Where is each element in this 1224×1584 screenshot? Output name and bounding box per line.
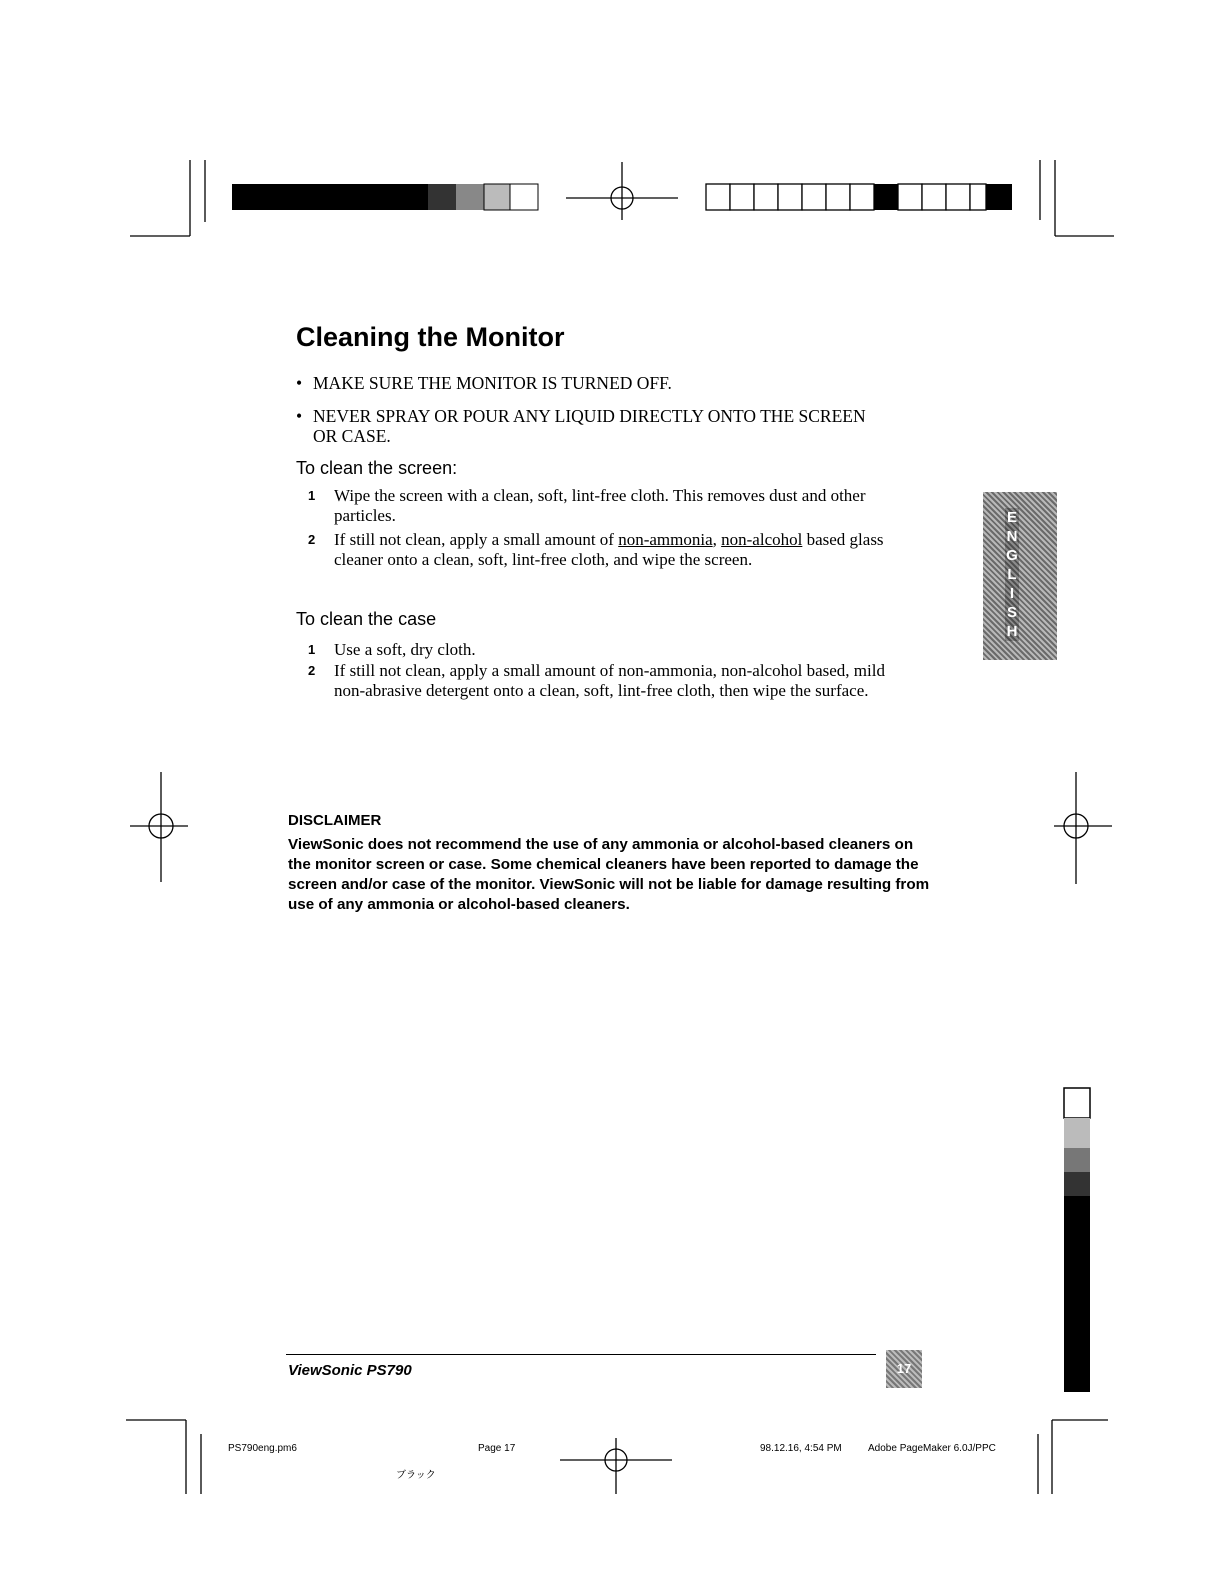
bullet-dot: • xyxy=(296,373,303,393)
slug-datetime: 98.12.16, 4:54 PM xyxy=(760,1443,842,1454)
disclaimer-body: ViewSonic does not recommend the use of any ammonia or alcohol-based cleaners on the monitor screen or case. Some chemical cleaners have been reported to damage the screen and/or case of the monitor. ViewSonic will not be liable for damage resulting from use of any ammonia or alcohol-based cleaners. xyxy=(288,836,930,913)
step-number: 1 xyxy=(308,642,316,657)
screen-step-2 xyxy=(308,530,924,570)
slug-color: ブラック xyxy=(396,1470,436,1481)
underlined-non-alcohol: non-alcohol xyxy=(721,530,803,549)
footer-brand: ViewSonic PS790 xyxy=(288,1362,412,1379)
slug-application: Adobe PageMaker 6.0J/PPC xyxy=(868,1443,996,1454)
case-step-2 xyxy=(308,661,904,701)
step-text-pre: If still not clean, apply a small amount of xyxy=(334,530,619,549)
step-text-post: based glass cleaner onto a clean, soft, lint-free cloth, and wipe the screen. xyxy=(334,530,884,569)
screen-heading: To clean the screen: xyxy=(296,458,458,478)
step-text: If still not clean, apply a small amount of non-ammonia, non-alcohol based, mild non-abrasive detergent onto a clean, soft, lint-free cloth, then wipe the surface. xyxy=(334,661,885,700)
tab-letter: I xyxy=(1005,584,1019,603)
tab-letter: G xyxy=(1006,547,1018,564)
step-text: Wipe the screen with a clean, soft, lint-free cloth. This removes dust and other particles. xyxy=(334,486,866,525)
slug-filename: PS790eng.pm6 xyxy=(228,1443,297,1454)
tab-letter: S xyxy=(1006,604,1017,621)
bullet-text: MAKE SURE THE MONITOR IS TURNED OFF. xyxy=(313,373,672,393)
bullet-dot: • xyxy=(296,406,303,426)
language-tab xyxy=(983,492,1057,660)
step-text xyxy=(308,530,924,570)
page-title: Cleaning the Monitor xyxy=(296,322,565,352)
footer-rule xyxy=(286,1354,876,1355)
tab-letter: H xyxy=(1006,623,1018,640)
underlined-non-ammonia: non-ammonia xyxy=(618,530,713,549)
tab-letter: L xyxy=(1005,565,1019,584)
bullet-no-spray xyxy=(296,406,883,446)
case-step-1 xyxy=(308,640,924,660)
step-text-sep: , xyxy=(712,530,722,549)
tab-letter: E xyxy=(1006,509,1017,526)
disclaimer-title: DISCLAIMER xyxy=(288,812,382,829)
screen-step-1 xyxy=(308,486,924,526)
page-number: 17 xyxy=(886,1350,922,1388)
step-number: 2 xyxy=(308,663,316,678)
tab-letter: N xyxy=(1006,528,1018,545)
step-text: Use a soft, dry cloth. xyxy=(334,640,476,659)
step-number: 2 xyxy=(308,532,316,547)
bullet-text: NEVER SPRAY OR POUR ANY LIQUID DIRECTLY ONTO THE SCREEN OR CASE. xyxy=(313,406,866,446)
case-heading: To clean the case xyxy=(296,609,437,629)
slug-page: Page 17 xyxy=(478,1443,516,1454)
step-number: 1 xyxy=(308,488,316,503)
bullet-turn-off xyxy=(296,373,883,393)
